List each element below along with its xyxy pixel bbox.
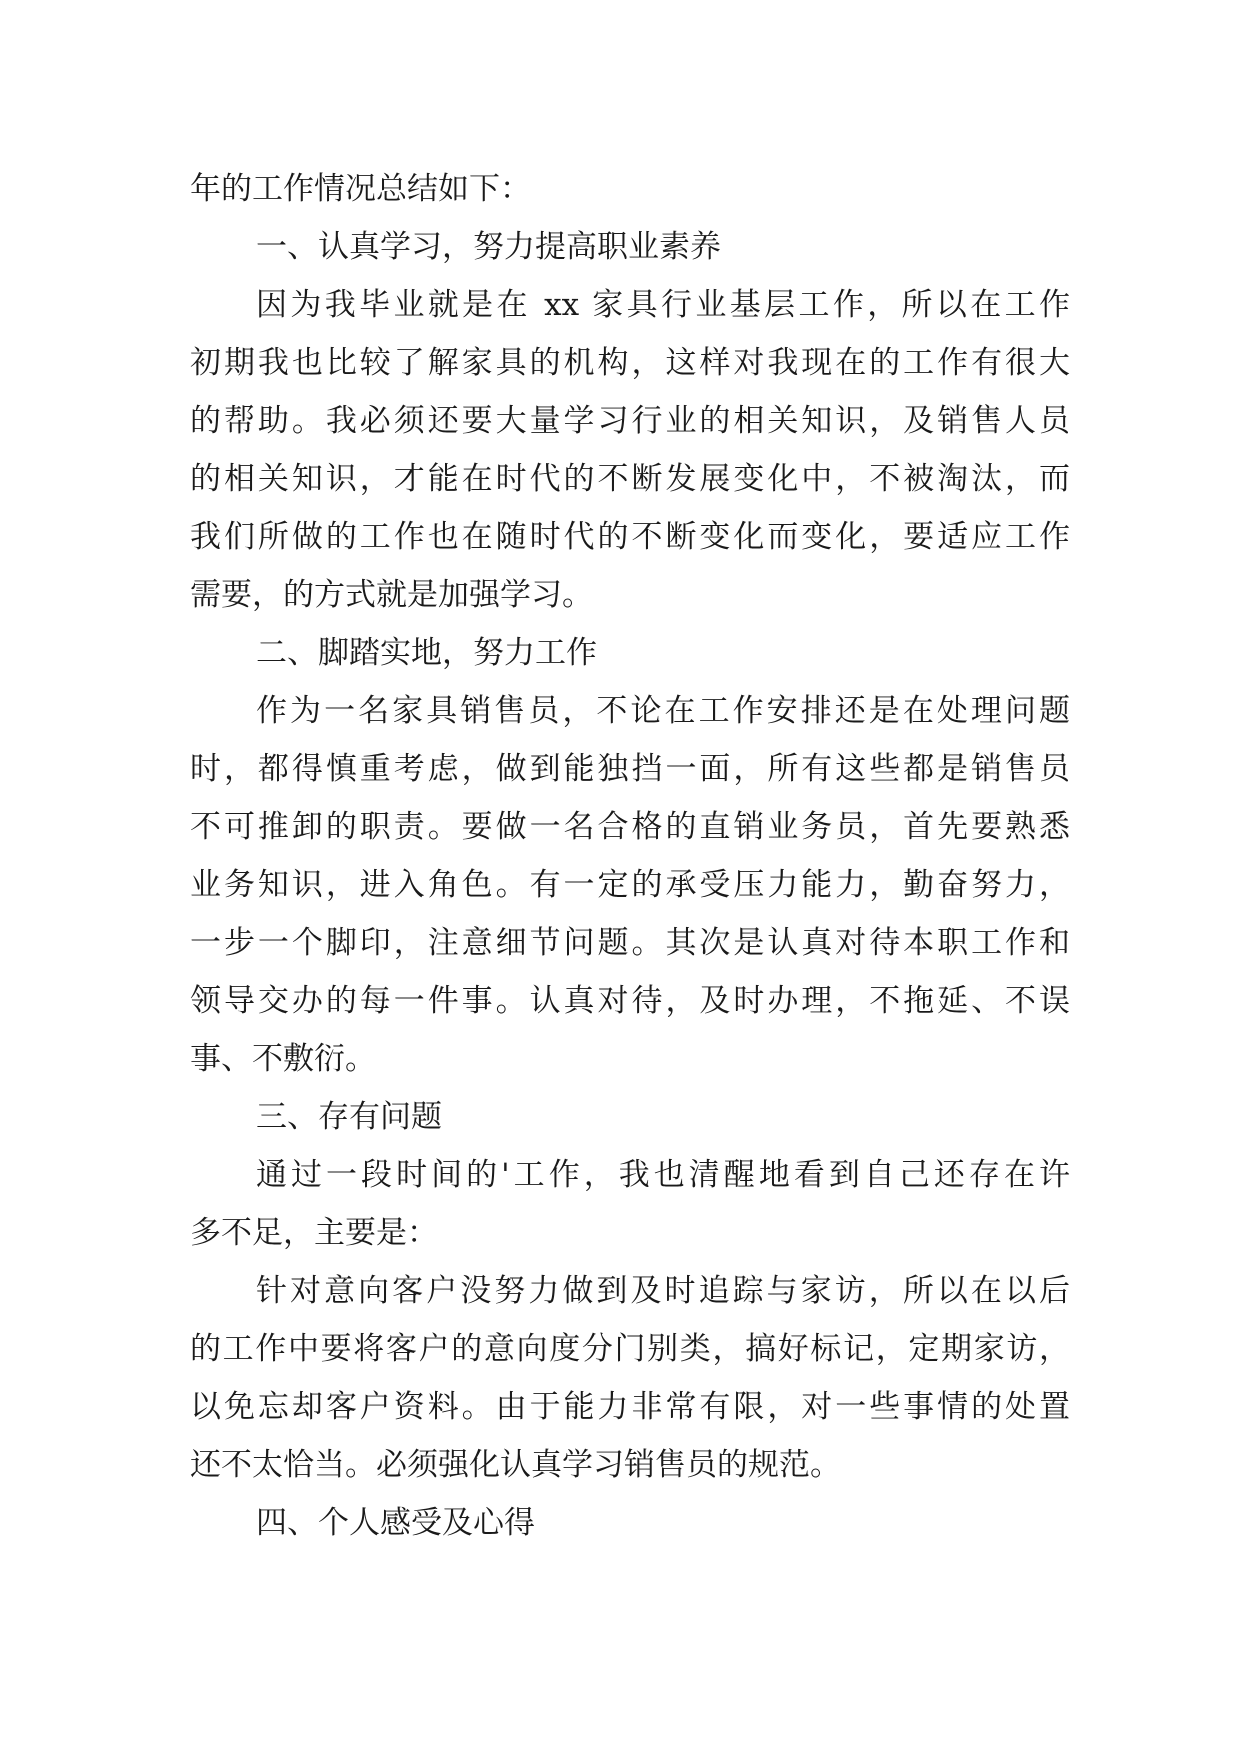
section-heading: 三、存有问题	[256, 1099, 442, 1135]
text-line: 的帮助。我必须还要大量学习行业的相关知识，及销售人员	[190, 403, 1070, 439]
text-line: 初期我也比较了解家具的机构，这样对我现在的工作有很大	[190, 345, 1070, 381]
text-line: 以免忘却客户资料。由于能力非常有限，对一些事情的处置	[190, 1389, 1070, 1425]
text-line: 不可推卸的职责。要做一名合格的直销业务员，首先要熟悉	[190, 809, 1070, 845]
text-line: 我们所做的工作也在随时代的不断变化而变化，要适应工作	[190, 519, 1070, 555]
text-line: 的工作中要将客户的意向度分门别类，搞好标记，定期家访，	[190, 1331, 1070, 1367]
text-line: 时，都得慎重考虑，做到能独挡一面，所有这些都是销售员	[190, 751, 1070, 787]
text-line: 年的工作情况总结如下：	[190, 171, 531, 207]
section-heading: 四、个人感受及心得	[256, 1505, 535, 1541]
section-heading: 一、认真学习，努力提高职业素养	[256, 229, 721, 265]
text-line: 一步一个脚印，注意细节问题。其次是认真对待本职工作和	[190, 925, 1070, 961]
text-line: 针对意向客户没努力做到及时追踪与家访，所以在以后	[256, 1273, 1070, 1309]
text-line: 因为我毕业就是在 xx 家具行业基层工作，所以在工作	[256, 287, 1070, 323]
text-line: 事、不敷衍。	[190, 1041, 376, 1077]
text-line: 作为一名家具销售员，不论在工作安排还是在处理问题	[256, 693, 1070, 729]
text-line: 需要，的方式就是加强学习。	[190, 577, 593, 613]
text-line: 领导交办的每一件事。认真对待，及时办理，不拖延、不误	[190, 983, 1070, 1019]
text-line: 多不足，主要是：	[190, 1215, 438, 1251]
text-line: 的相关知识，才能在时代的不断发展变化中，不被淘汰，而	[190, 461, 1070, 497]
text-line: 通过一段时间的'工作，我也清醒地看到自己还存在许	[256, 1157, 1070, 1193]
text-line: 业务知识，进入角色。有一定的承受压力能力，勤奋努力，	[190, 867, 1070, 903]
section-heading: 二、脚踏实地，努力工作	[256, 635, 597, 671]
text-line: 还不太恰当。必须强化认真学习销售员的规范。	[190, 1447, 841, 1483]
